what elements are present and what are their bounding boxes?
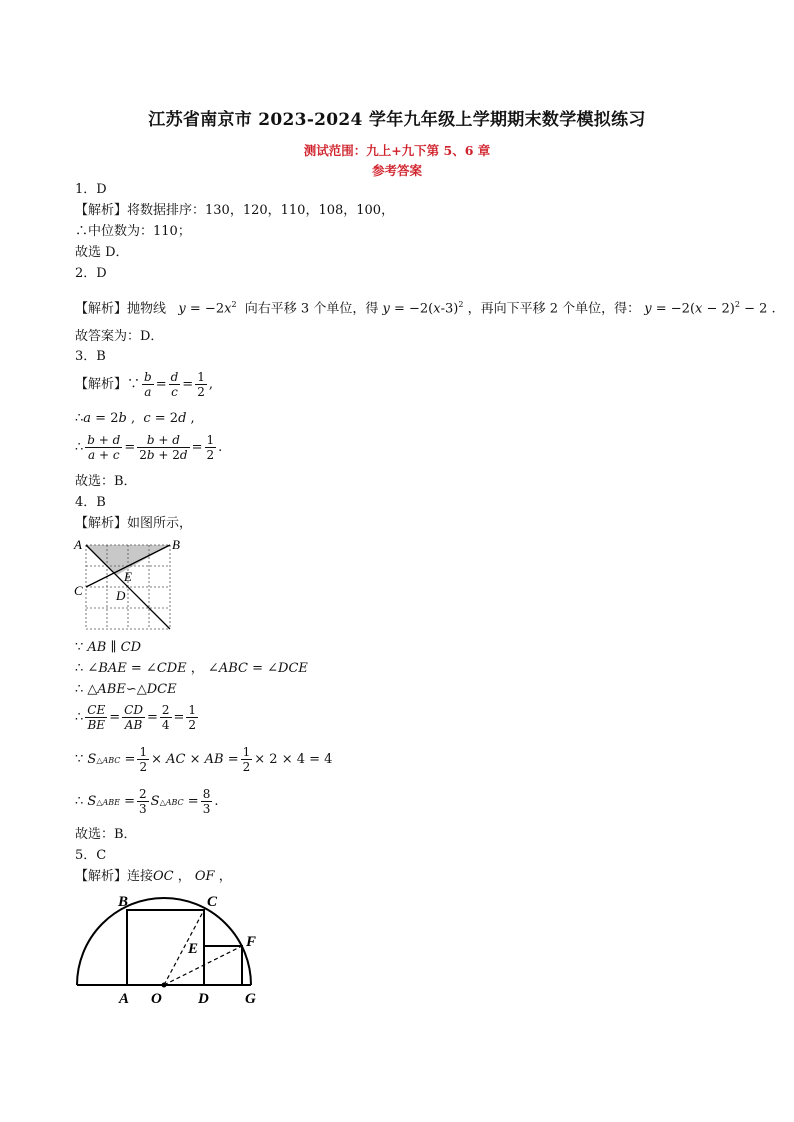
- q4-therefore4: ∴ S△ABE = $\frac{2}{3}$ S△ABC = $\frac{8}{3}$ .: [75, 787, 219, 816]
- label-e: E: [124, 569, 132, 584]
- label-g: G: [245, 991, 256, 1006]
- q4-therefore3: ∴ $\frac{CE}{BE}$ = $\frac{CD}{AB}$ = $\frac{2}{4}$ = $\frac{1}{2}$: [75, 703, 197, 732]
- q4-because2: ∵ S△ABC = $\frac{1}{2}$ × AC × AB = $\frac{1}{2}$ × 2 × 4 = 4: [75, 745, 333, 774]
- q4-line1: 【解析】如图所示，: [75, 516, 193, 531]
- label-a: A: [74, 537, 82, 552]
- label-b: B: [172, 537, 180, 552]
- q3-conclusion: 故选：B．: [75, 474, 137, 489]
- page-title: 江苏省南京市 2023-2024 学年九年级上学期期末数学模拟练习: [148, 110, 646, 130]
- q3-line1: 【解析】∵ $\frac{b}{a}$ = $\frac{d}{c}$ = $\frac{1}{2}$ ,: [75, 370, 213, 399]
- q2-conclusion: 故答案为：D．: [75, 329, 164, 344]
- semicircle-arc: [77, 898, 251, 985]
- label-o: O: [151, 991, 162, 1006]
- q2-number: 2．D: [75, 266, 107, 281]
- label-a: A: [119, 991, 130, 1006]
- q4-therefore2: ∴ △ABE∽△DCE: [75, 682, 177, 697]
- q3-line3: ∴ $\frac{b + d}{a + c}$ = $\frac{b + d}{2b + 2d}$ = $\frac{1}{2}$ .: [75, 433, 223, 462]
- q4-therefore1: ∴ ∠BAE = ∠CDE ， ∠ABC = ∠DCE: [75, 661, 308, 676]
- label-c: C: [207, 894, 218, 910]
- q4-conclusion: 故选：B．: [75, 827, 137, 842]
- q4-because1: ∵ AB ∥ CD: [75, 640, 142, 655]
- q1-line3: 故选 D．: [75, 245, 129, 260]
- q5-number: 5．C: [75, 848, 107, 863]
- label-f: F: [246, 934, 257, 950]
- q1-line2: ∴中位数为：110；: [75, 224, 191, 239]
- label-b: B: [118, 894, 129, 910]
- q4-number: 4．B: [75, 495, 106, 510]
- q4-grid-figure: [72, 536, 180, 636]
- label-d: D: [116, 588, 126, 603]
- label-d: D: [198, 991, 209, 1006]
- q2-explanation: 【解析】抛物线 $y = -2x^2$ 向右平移 3 个单位，得 $y = -2(x-3)^2$ ，再向下平移 2 个单位，得： $y = -2(x - 2)^2 - 2$ .: [75, 300, 776, 317]
- q1-line1: 【解析】将数据排序：130，120，110，108，100，: [75, 203, 395, 218]
- q3-line2: ∴a = 2b , c = 2d ,: [75, 411, 195, 426]
- q3-number: 3．B: [75, 349, 106, 364]
- q5-semicircle-figure: [70, 890, 270, 1006]
- test-scope: 测试范围：九上+九下第 5、6 章: [303, 143, 491, 158]
- q1-number: 1．D: [75, 182, 107, 197]
- label-c: C: [74, 583, 83, 598]
- center-point-o: [162, 983, 167, 988]
- label-e: E: [188, 941, 199, 957]
- answer-heading: 参考答案: [371, 163, 422, 178]
- q5-line1: 【解析】连接OC ， OF ，: [75, 869, 232, 884]
- rectangle-defg: [204, 946, 242, 985]
